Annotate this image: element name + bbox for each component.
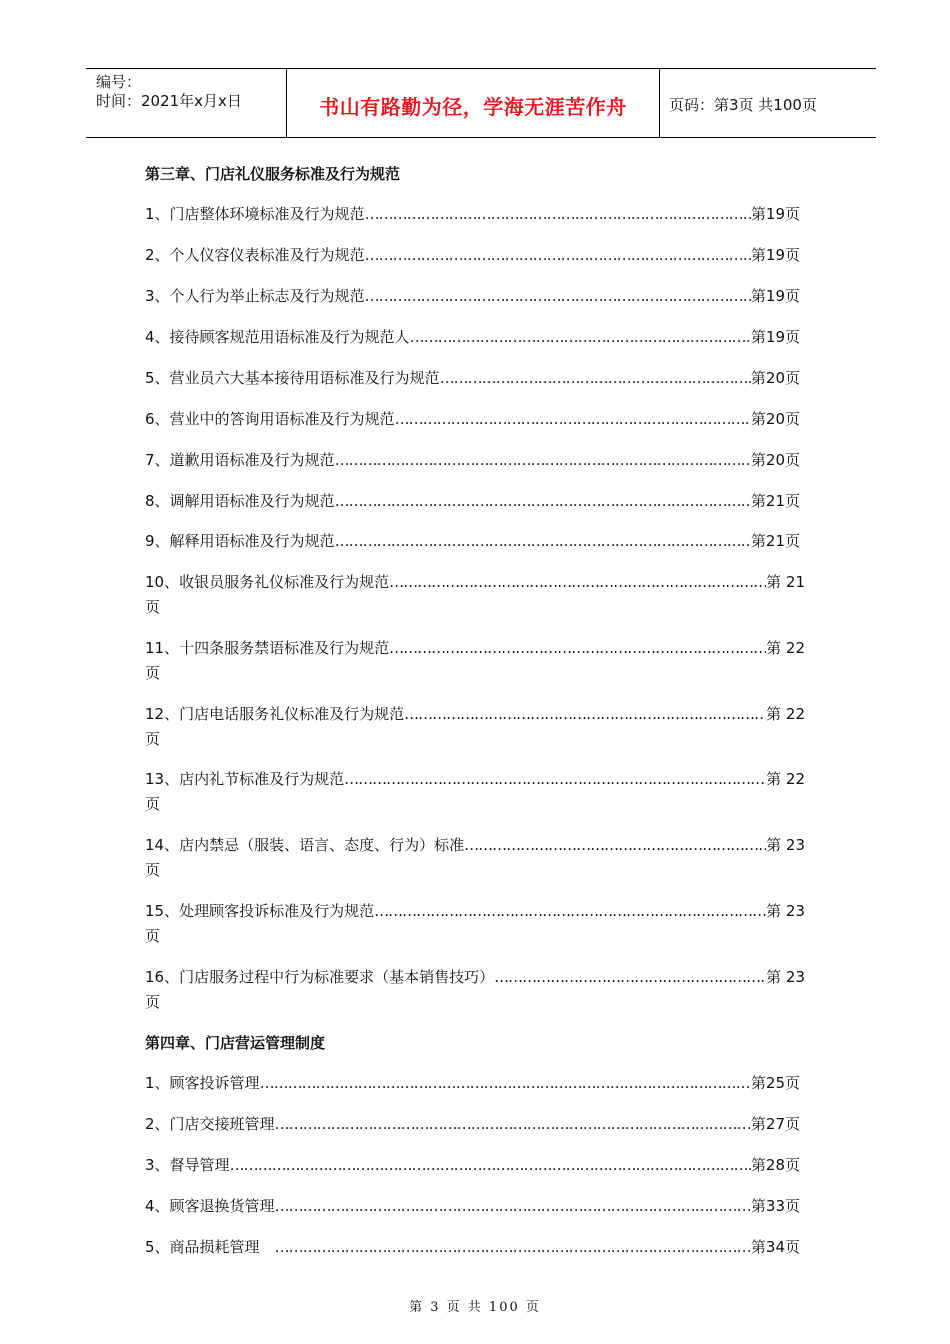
toc-entry[interactable] (145, 1072, 800, 1094)
toc-entry-title: 个人行为举止标志及行为规范 (169, 287, 365, 305)
toc-entry-number: 10、 (145, 573, 180, 591)
toc-entry-page: 第33页 (750, 1197, 800, 1215)
toc-entry-title: 接待顾客规范用语标准及行为规范人 (169, 328, 410, 346)
toc-entry-page: 第19页 (750, 328, 800, 346)
toc-entry-page: 第25页 (750, 1074, 800, 1092)
toc-leader-dots (230, 1156, 751, 1174)
header-page-info: 页码：第3页 共100页 (669, 96, 817, 114)
toc-leader-dots (335, 532, 751, 550)
toc-entry-page-tail: 页 (145, 927, 161, 945)
toc-entry-page: 第 23 (766, 836, 805, 854)
toc-leader-dots (335, 492, 751, 510)
toc-entry[interactable] (145, 900, 805, 946)
header-time-label: 时间：2021年x月x日 (96, 92, 242, 110)
toc-entry-number: 7、 (145, 451, 170, 469)
toc-entry-page: 第21页 (750, 492, 800, 510)
toc-entry-title: 顾客退换货管理 (169, 1197, 275, 1215)
toc-leader-dots (404, 705, 766, 723)
toc-entry-title: 十四条服务禁语标准及行为规范 (179, 639, 390, 657)
toc-entry-page-tail: 页 (145, 730, 161, 748)
toc-entry-title: 门店交接班管理 (169, 1115, 275, 1133)
toc-entry-number: 14、 (145, 836, 180, 854)
toc-entry[interactable] (145, 244, 800, 266)
toc-entry[interactable] (145, 326, 800, 348)
toc-entry[interactable] (145, 530, 800, 552)
toc-entry[interactable] (145, 490, 800, 512)
toc-entry-title: 处理顾客投诉标准及行为规范 (179, 902, 375, 920)
toc-entry-number: 15、 (145, 902, 180, 920)
toc-leader-dots (464, 836, 766, 854)
chapter4-heading: 第四章、门店营运管理制度 (145, 1034, 326, 1052)
header-page-cell (660, 69, 876, 137)
toc-entry-page: 第34页 (750, 1238, 800, 1256)
toc-leader-dots (494, 968, 766, 986)
toc-entry[interactable] (145, 1236, 800, 1258)
toc-leader-dots (440, 369, 751, 387)
toc-entry-title: 督导管理 (169, 1156, 230, 1174)
toc-entry-page: 第20页 (750, 451, 800, 469)
toc-leader-dots (275, 1197, 751, 1215)
toc-entry-title: 营业员六大基本接待用语标准及行为规范 (169, 369, 440, 387)
toc-entry[interactable] (145, 1195, 800, 1217)
page-header (86, 68, 876, 138)
header-number-label: 编号： (96, 73, 142, 91)
toc-leader-dots (389, 573, 766, 591)
toc-entry-page-tail: 页 (145, 664, 161, 682)
toc-leader-dots (260, 1074, 751, 1092)
toc-entry-page: 第21页 (750, 532, 800, 550)
toc-entry-number: 2、 (145, 246, 170, 264)
toc-leader-dots (365, 287, 751, 305)
toc-entry-number: 3、 (145, 1156, 170, 1174)
toc-entry-number: 16、 (145, 968, 180, 986)
toc-leader-dots (335, 451, 751, 469)
toc-entry-page: 第20页 (750, 410, 800, 428)
toc-entry-title: 商品损耗管理 (169, 1238, 275, 1256)
toc-entry-number: 1、 (145, 205, 170, 223)
toc-entry-title: 营业中的答询用语标准及行为规范 (169, 410, 395, 428)
toc-entry-title: 个人仪容仪表标准及行为规范 (169, 246, 365, 264)
toc-entry-title: 调解用语标准及行为规范 (169, 492, 335, 510)
toc-entry[interactable] (145, 966, 805, 1012)
toc-entry-page: 第 23 (766, 902, 805, 920)
toc-entry[interactable] (145, 367, 800, 389)
toc-leader-dots (374, 902, 766, 920)
header-motto-cell (287, 69, 660, 137)
header-motto: 书山有路勤为径，学海无涯苦作舟 (319, 95, 627, 119)
toc-entry-title: 顾客投诉管理 (169, 1074, 260, 1092)
toc-entry-page: 第 22 (766, 705, 805, 723)
toc-entry-number: 8、 (145, 492, 170, 510)
chapter3-heading: 第三章、门店礼仪服务标准及行为规范 (145, 165, 401, 183)
toc-entry-title: 收银员服务礼仪标准及行为规范 (179, 573, 390, 591)
toc-entry-number: 3、 (145, 287, 170, 305)
toc-entry-number: 4、 (145, 1197, 170, 1215)
toc-entry-number: 5、 (145, 369, 170, 387)
toc-entry-title: 店内禁忌（服装、语言、态度、行为）标准 (179, 836, 465, 854)
toc-leader-dots (365, 246, 751, 264)
toc-entry-page: 第 21 (766, 573, 805, 591)
toc-leader-dots (365, 205, 751, 223)
toc-leader-dots (410, 328, 751, 346)
toc-leader-dots (344, 770, 766, 788)
toc-entry-title: 道歉用语标准及行为规范 (169, 451, 335, 469)
toc-entry-page-tail: 页 (145, 795, 161, 813)
toc-entry[interactable] (145, 637, 805, 683)
toc-leader-dots (275, 1238, 751, 1256)
toc-entry[interactable] (145, 834, 805, 880)
toc-entry[interactable] (145, 203, 800, 225)
toc-entry-number: 11、 (145, 639, 180, 657)
toc-entry-page: 第20页 (750, 369, 800, 387)
toc-entry-page-tail: 页 (145, 598, 161, 616)
toc-entry-number: 13、 (145, 770, 180, 788)
toc-entry[interactable] (145, 408, 800, 430)
toc-entry-number: 6、 (145, 410, 170, 428)
toc-entry[interactable] (145, 449, 800, 471)
toc-entry-page: 第19页 (750, 205, 800, 223)
toc-entry-number: 4、 (145, 328, 170, 346)
toc-entry-title: 解释用语标准及行为规范 (169, 532, 335, 550)
toc-entry-page: 第27页 (750, 1115, 800, 1133)
toc-entry[interactable] (145, 285, 800, 307)
toc-entry-title: 门店服务过程中行为标准要求（基本销售技巧） (179, 968, 495, 986)
toc-entry-page-tail: 页 (145, 861, 161, 879)
toc-entry-page: 第28页 (750, 1156, 800, 1174)
toc-entry-page: 第 23 (766, 968, 805, 986)
toc-entry[interactable] (145, 703, 805, 749)
toc-entry-number: 5、 (145, 1238, 170, 1256)
toc-leader-dots (395, 410, 751, 428)
toc-leader-dots (275, 1115, 751, 1133)
toc-entry[interactable] (145, 571, 805, 617)
toc-entry[interactable] (145, 1113, 800, 1135)
toc-entry-number: 12、 (145, 705, 180, 723)
toc-entry[interactable] (145, 768, 805, 814)
toc-entry[interactable] (145, 1154, 800, 1176)
toc-entry-page-tail: 页 (145, 993, 161, 1011)
toc-entry-title: 门店整体环境标准及行为规范 (169, 205, 365, 223)
toc-leader-dots (389, 639, 766, 657)
toc-entry-page: 第 22 (766, 770, 805, 788)
toc-entry-title: 门店电话服务礼仪标准及行为规范 (179, 705, 405, 723)
toc-entry-number: 2、 (145, 1115, 170, 1133)
page-footer: 第 3 页 共 100 页 (409, 1300, 541, 1315)
header-left-cell (86, 69, 287, 137)
toc-entry-number: 9、 (145, 532, 170, 550)
toc-entry-page: 第19页 (750, 287, 800, 305)
toc-entry-page: 第19页 (750, 246, 800, 264)
toc-entry-title: 店内礼节标准及行为规范 (179, 770, 345, 788)
toc-entry-page: 第 22 (766, 639, 805, 657)
toc-entry-number: 1、 (145, 1074, 170, 1092)
